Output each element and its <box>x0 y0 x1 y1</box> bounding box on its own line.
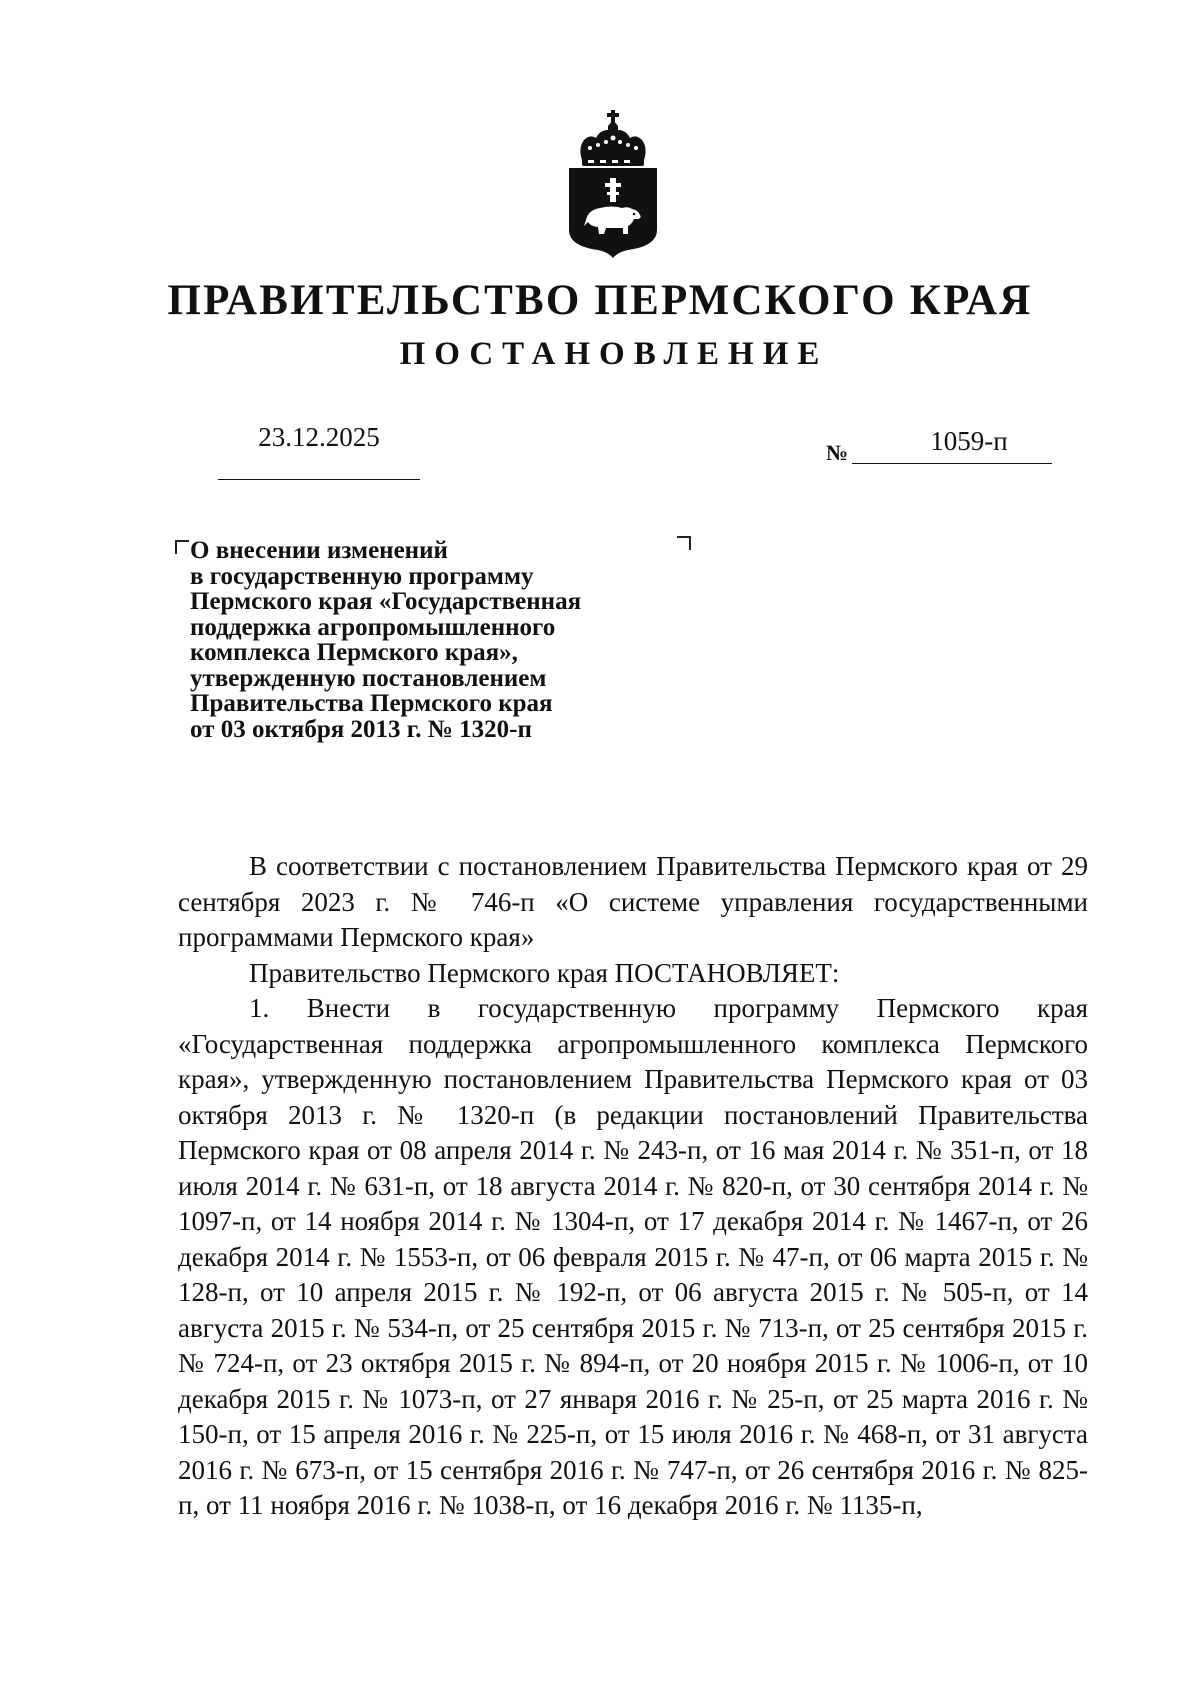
subject-corner-left <box>175 540 189 554</box>
document-date <box>218 420 420 480</box>
number-sign: № <box>826 440 849 465</box>
document-subject <box>190 538 670 742</box>
subject-line: Пермского края «Государственная <box>190 588 582 615</box>
subject-line: утвержденную постановлением <box>190 664 547 692</box>
number-underline <box>852 463 1052 464</box>
subject-line: поддержка агропромышленного <box>190 613 556 641</box>
subject-line: в государственную программу <box>190 562 534 590</box>
number-value: 1059-п <box>930 426 1008 456</box>
body-paragraph-item-1: 1. Внести в государственную программу Пермского края «Государственная поддержка агропромышленного комплекса Пермского края», утвержденную постановлением Правительства Пермского края от 03 октября 2013 г. № 1320-п (в редакции постановлений Правительства Пермского края от 08 апреля 2014 г. № 243-п, от 16 мая 2014 г. № 351-п, от 18 июля 2014 г. № 631-п, от 18 августа 2014 г. № 820-п, от 30 сентября 2014 г. № 1097-п, от 14 ноября 2014 г. № 1304-п, от 17 декабря 2014 г. № 1467-п, от 26 декабря 2014 г. № 1553-п, от 06 февраля 2015 г. № 47-п, от 06 марта 2015 г. № 128-п, от 10 апреля 2015 г. № 192-п, от 06 августа 2015 г. № 505-п, от 14 августа 2015 г. № 534-п, от 25 сентября 2015 г. № 713-п, от 25 сентября 2015 г. № 724-п, от 23 октября 2015 г. № 894-п, от 20 ноября 2015 г. № 1006-п, от 10 декабря 2015 г. № 1073-п, от 27 января 2016 г. № 25-п, от 25 марта 2016 г. № 150-п, от 15 апреля 2016 г. № 225-п, от 15 июля 2016 г. № 468-п, от 31 августа 2016 г. № 673-п, от 15 сентября 2016 г. № 747-п, от 26 сентября 2016 г. № 825-п, от 11 ноября 2016 г. № 1038-п, от 16 декабря 2016 г. № 1135-п, <box>178 993 1088 1520</box>
date-underline <box>218 479 420 480</box>
organization-title: ПРАВИТЕЛЬСТВО ПЕРМСКОГО КРАЯ <box>167 277 1033 324</box>
coat-of-arms-icon <box>566 108 660 260</box>
body-paragraph-preamble: В соответствии с постановлением Правительства Пермского края от 29 сентября 2023 г. № 746-п «О системе управления государственными программами Пермского края» <box>178 851 1088 952</box>
document-type-title: ПОСТАНОВЛЕНИЕ <box>399 336 829 372</box>
document-body <box>178 849 1088 1524</box>
body-paragraph-resolves: Правительство Пермского края ПОСТАНОВЛЯЕТ: <box>249 957 840 988</box>
document-number <box>826 426 1052 466</box>
subject-corner-right <box>677 536 691 550</box>
date-value: 23.12.2025 <box>258 422 380 452</box>
subject-line: комплекса Пермского края», <box>190 639 518 666</box>
subject-line: от 03 октября 2013 г. № 1320-п <box>190 715 532 743</box>
subject-line: О внесении изменений <box>190 537 448 564</box>
subject-line: Правительства Пермского края <box>190 690 553 717</box>
